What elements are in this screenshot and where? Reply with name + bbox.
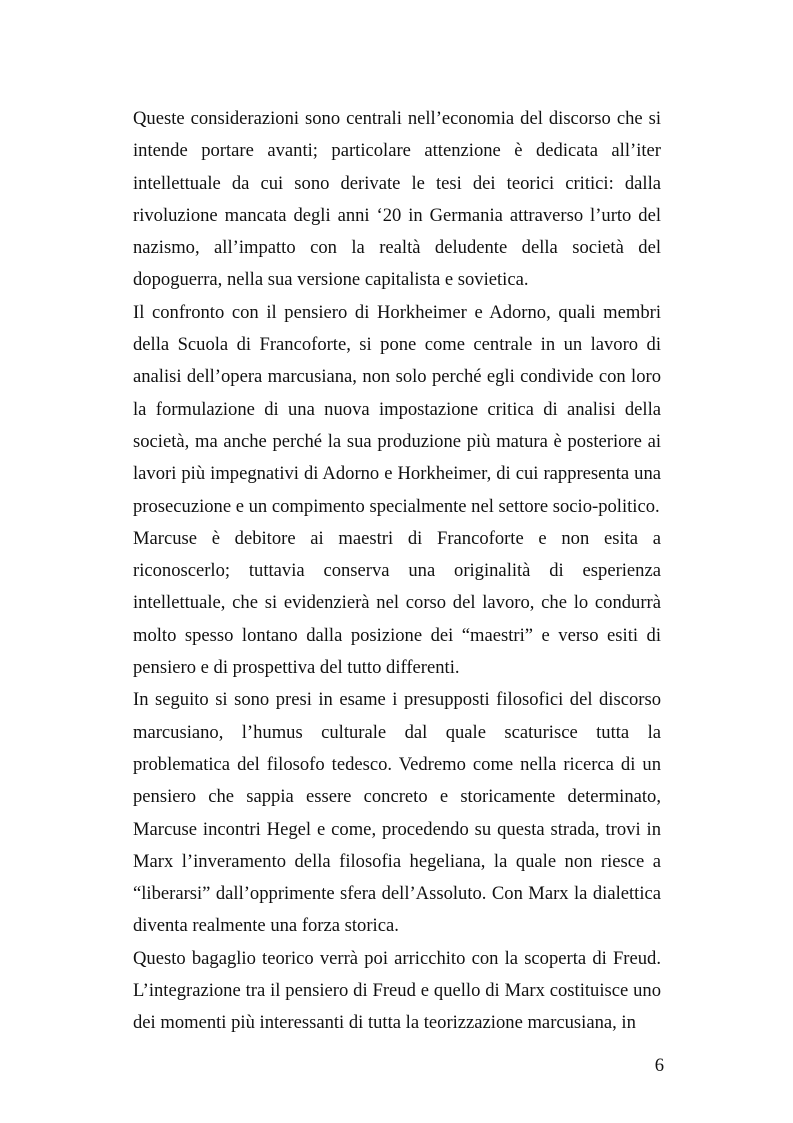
paragraph-1: Queste considerazioni sono centrali nell’economia del discorso che si intende portare avanti; particolare attenzione è dedicata all’iter intellettuale da cui sono derivate le tesi dei teorici critici: dalla rivoluzione mancata degli anni ‘20 in Germania attraverso l’urto del nazismo, all’impatto con la realtà deludente della società del dopoguerra, nella sua versione capitalista e sovietica.	[133, 108, 661, 291]
paragraph-2: Il confronto con il pensiero di Horkheimer e Adorno, quali membri della Scuola di Francoforte, si pone come centrale in un lavoro di analisi dell’opera marcusiana, non solo perché egli condivide con loro la formulazione di una nuova impostazione critica di analisi della società, ma anche perché la sua produzione più matura è posteriore ai lavori più impegnativi di Adorno e Horkheimer, di cui rappresenta una prosecuzione e un compimento specialmente nel settore socio-politico.	[133, 301, 661, 517]
paragraph-4: In seguito si sono presi in esame i presupposti filosofici del discorso marcusiano, l’humus culturale dal quale scaturisce tutta la problematica del filosofo tedesco. Vedremo come nella ricerca di un pensiero che sappia essere concreto e storicamente determinato, Marcuse incontri Hegel e come, procedendo su questa strada, trovi in Marx l’inveramento della filosofia hegeliana, la quale non riesce a “liberarsi” dall’opprimente sfera dell’Assoluto. Con Marx la dialettica diventa realmente una forza storica.	[133, 689, 661, 937]
paragraph-3: Marcuse è debitore ai maestri di Francoforte e non esita a riconoscerlo; tuttavia conserva una originalità di esperienza intellettuale, che si evidenzierà nel corso del lavoro, che lo condurrà molto spesso lontano dalla posizione dei “maestri” e verso esiti di pensiero e di prospettiva del tutto differenti.	[133, 527, 661, 679]
paragraph-5: Questo bagaglio teorico verrà poi arricchito con la scoperta di Freud. L’integrazione tra il pensiero di Freud e quello di Marx costituisce uno dei momenti più interessanti di tutta la teorizzazione marcusiana, in	[133, 947, 661, 1034]
body-text	[133, 103, 661, 1040]
page-number: 6	[654, 1055, 664, 1076]
